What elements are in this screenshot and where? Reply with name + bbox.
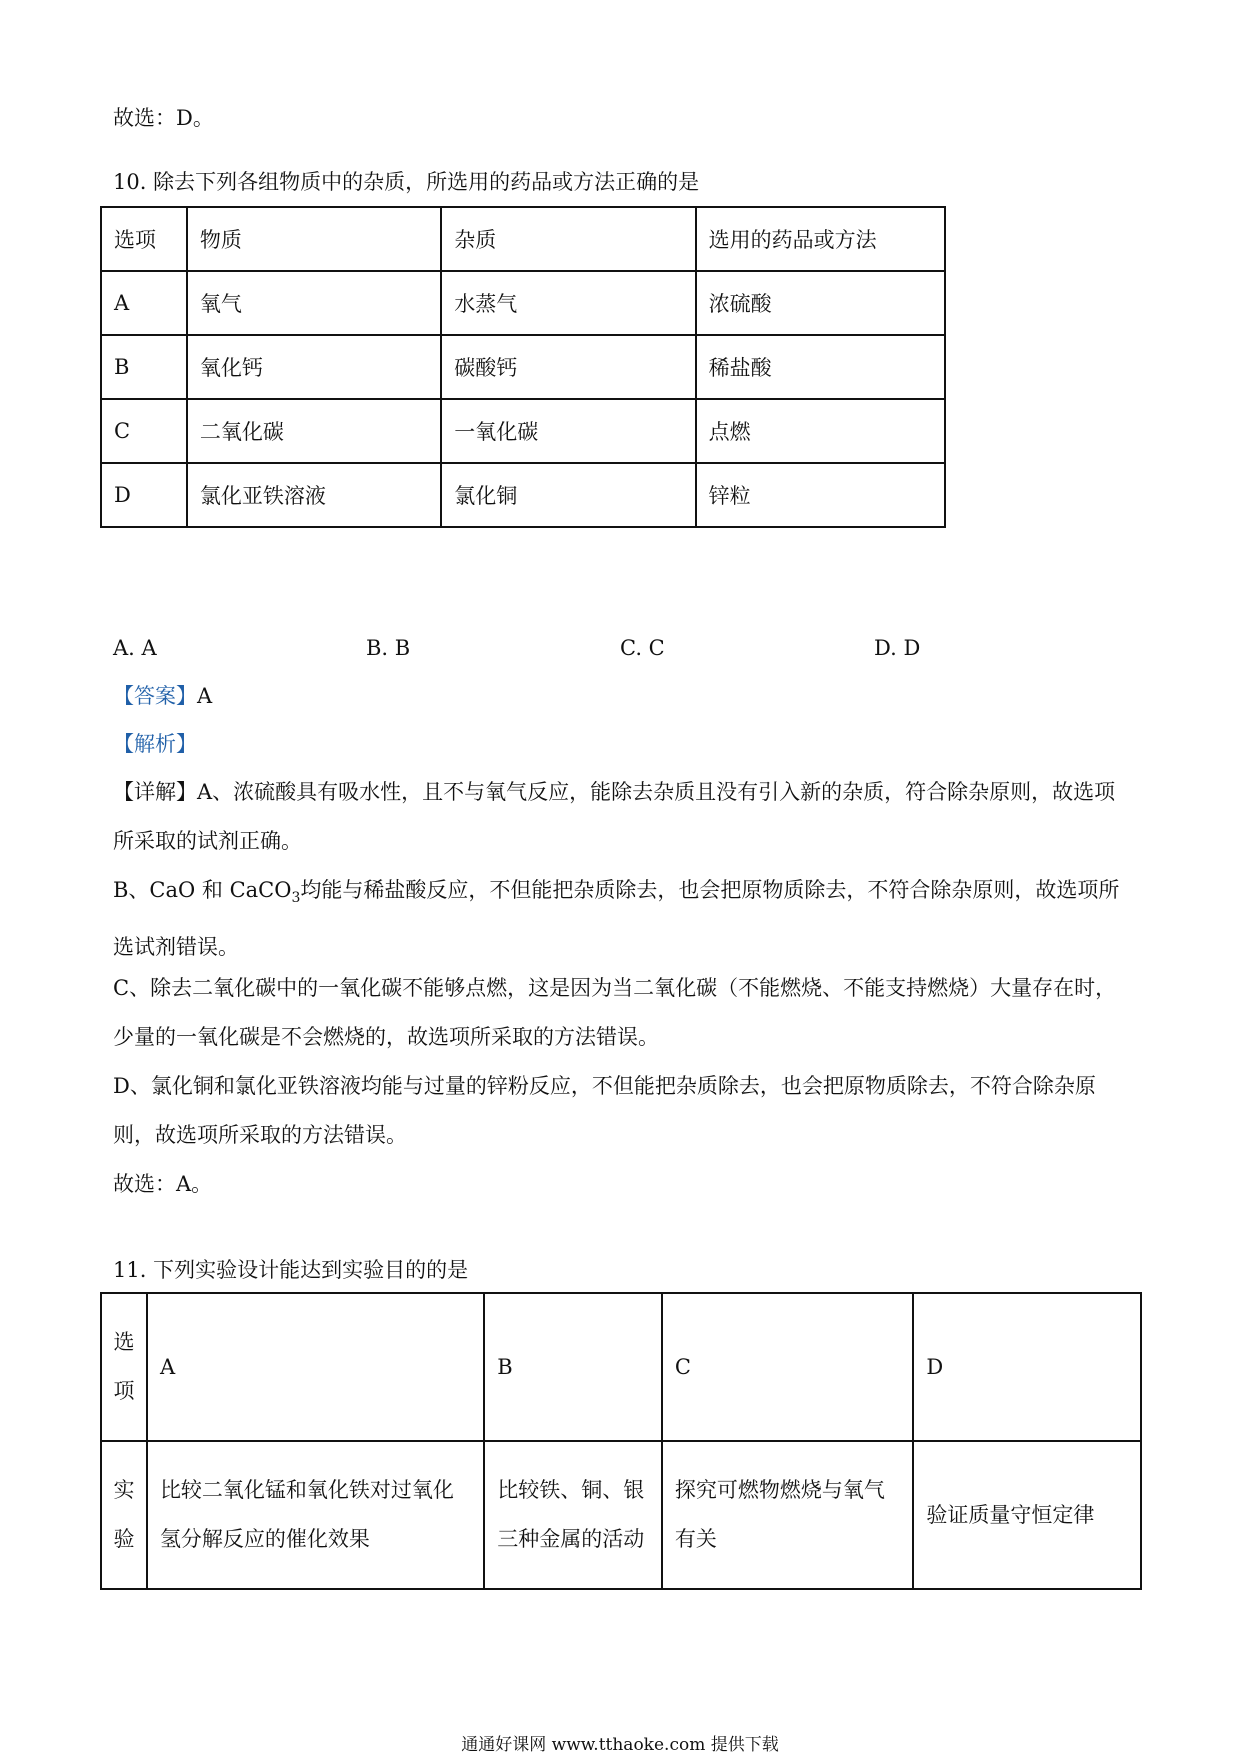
option-c: C. C bbox=[620, 636, 665, 660]
table-header-cell: D bbox=[913, 1293, 1141, 1441]
answer-line bbox=[113, 682, 212, 710]
table-header-cell: A bbox=[147, 1293, 484, 1441]
table-cell: 氯化亚铁溶液 bbox=[187, 463, 441, 527]
table-cell: B bbox=[101, 335, 187, 399]
cell-line: 探究可燃物燃烧与氧气 bbox=[674, 1478, 885, 1502]
table-cell: 氧气 bbox=[187, 271, 441, 335]
table-cell: 水蒸气 bbox=[441, 271, 695, 335]
answer-value: A bbox=[197, 684, 213, 708]
table-row bbox=[101, 463, 945, 527]
table-header-row bbox=[101, 207, 945, 271]
option-b: B. B bbox=[366, 636, 411, 660]
table-cell: 一氧化碳 bbox=[441, 399, 695, 463]
answer-tag: 【答案】 bbox=[113, 684, 197, 708]
table-cell: 点燃 bbox=[696, 399, 945, 463]
cell-line: 验证质量守恒定律 bbox=[926, 1502, 1095, 1527]
table-header-row bbox=[101, 1293, 1141, 1441]
cell-line: 三种金属的活动 bbox=[497, 1527, 645, 1551]
table-header-cell: C bbox=[662, 1293, 913, 1441]
footer-watermark: 通通好课网 www.tthaoke.com 提供下载 bbox=[461, 1735, 779, 1755]
table-header-cell: 选用的药品或方法 bbox=[696, 207, 945, 271]
table-cell: D bbox=[101, 463, 187, 527]
table-header-cell: 杂质 bbox=[441, 207, 695, 271]
table-header-cell: 选项 bbox=[101, 207, 187, 271]
detail-paragraph-b bbox=[113, 866, 1133, 972]
table-cell: 稀盐酸 bbox=[696, 335, 945, 399]
conclusion: 故选：A。 bbox=[113, 1172, 213, 1196]
detail-paragraph-c: C、除去二氧化碳中的一氧化碳不能够点燃，这是因为当二氧化碳（不能燃烧、不能支持燃烧）大量存在时，少量的一氧化碳是不会燃烧的，故选项所采取的方法错误。 bbox=[113, 976, 1117, 1049]
question-11-table bbox=[100, 1292, 1142, 1590]
table-cell: 锌粒 bbox=[696, 463, 945, 527]
table-row bbox=[101, 271, 945, 335]
previous-answer: 故选：D。 bbox=[113, 106, 214, 130]
question-10-stem: 10. 除去下列各组物质中的杂质，所选用的药品或方法正确的是 bbox=[113, 170, 700, 194]
table-row bbox=[101, 335, 945, 399]
analysis-tag: 【解析】 bbox=[113, 732, 197, 756]
row-label-line: 实 bbox=[113, 1478, 135, 1502]
header-label-line: 项 bbox=[113, 1379, 135, 1403]
table-cell bbox=[662, 1441, 913, 1589]
detail-paragraph-a bbox=[113, 768, 1133, 866]
table-header-cell: 物质 bbox=[187, 207, 441, 271]
cell-line: 比较铁、铜、银 bbox=[497, 1478, 645, 1502]
detail-b-post: 均能与稀盐酸反应，不但能把杂质除去，也会把原物质除去，不符合除杂原则，故选项所选试剂错误。 bbox=[113, 878, 1120, 960]
detail-b-pre: B、CaO 和 CaCO bbox=[113, 878, 292, 902]
cell-line: 氢分解反应的催化效果 bbox=[159, 1527, 370, 1551]
table-cell bbox=[147, 1441, 484, 1589]
table-header-cell: B bbox=[484, 1293, 662, 1441]
table-row bbox=[101, 399, 945, 463]
detail-a-text: A、浓硫酸具有吸水性，且不与氧气反应，能除去杂质且没有引入新的杂质，符合除杂原则，故选项所采取的试剂正确。 bbox=[113, 780, 1116, 853]
cell-line: 比较二氧化锰和氧化铁对过氧化 bbox=[159, 1478, 454, 1502]
detail-tag: 【详解】 bbox=[113, 780, 197, 804]
row-label-line: 验 bbox=[113, 1527, 135, 1551]
cell-line: 有关 bbox=[674, 1527, 717, 1551]
table-cell bbox=[101, 1441, 147, 1589]
table-cell: 二氧化碳 bbox=[187, 399, 441, 463]
header-label-line: 选 bbox=[113, 1330, 135, 1354]
table-cell bbox=[484, 1441, 662, 1589]
detail-paragraph-d: D、氯化铜和氯化亚铁溶液均能与过量的锌粉反应，不但能把杂质除去，也会把原物质除去，不符合除杂原则，故选项所采取的方法错误。 bbox=[113, 1074, 1096, 1147]
table-cell: C bbox=[101, 399, 187, 463]
question-11-stem: 11. 下列实验设计能达到实验目的的是 bbox=[113, 1258, 469, 1282]
option-d: D. D bbox=[874, 636, 921, 660]
table-cell: 氧化钙 bbox=[187, 335, 441, 399]
table-cell: A bbox=[101, 271, 187, 335]
table-row bbox=[101, 1441, 1141, 1589]
table-cell bbox=[913, 1441, 1141, 1589]
question-10-table bbox=[100, 206, 946, 528]
table-cell: 浓硫酸 bbox=[696, 271, 945, 335]
option-a: A. A bbox=[113, 636, 157, 660]
table-cell: 氯化铜 bbox=[441, 463, 695, 527]
table-header-cell bbox=[101, 1293, 147, 1441]
table-cell: 碳酸钙 bbox=[441, 335, 695, 399]
detail-b-subscript: 3 bbox=[291, 890, 301, 907]
